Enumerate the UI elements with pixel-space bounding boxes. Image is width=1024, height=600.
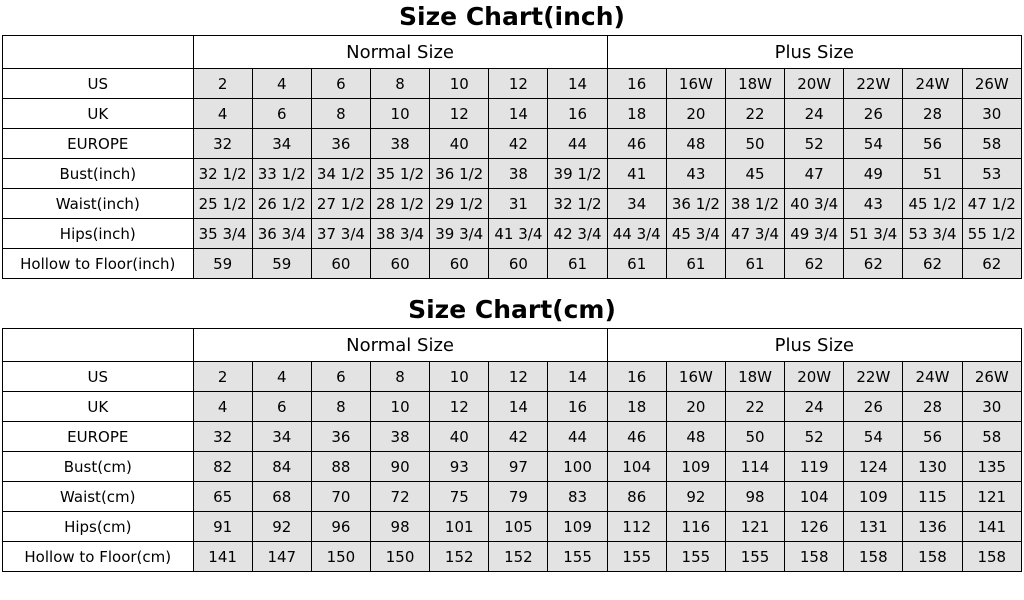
table-cell: 36 [311, 129, 370, 159]
table-cell: 62 [785, 249, 844, 279]
chart-title: Size Chart(inch) [399, 2, 625, 31]
table-cell: 60 [311, 249, 370, 279]
row-header: US [3, 362, 194, 392]
table-cell: 38 3/4 [371, 219, 430, 249]
table-cell: 24W [903, 69, 962, 99]
table-cell: 46 [607, 129, 666, 159]
table-cell: 158 [785, 542, 844, 572]
table-cell: 131 [844, 512, 903, 542]
table-cell: 20W [785, 69, 844, 99]
table-cell: 50 [725, 129, 784, 159]
row-header: EUROPE [3, 129, 194, 159]
table-cell: 52 [785, 422, 844, 452]
table-cell: 44 [548, 129, 607, 159]
table-cell: 155 [607, 542, 666, 572]
table-cell: 8 [371, 362, 430, 392]
table-cell: 115 [903, 482, 962, 512]
table-cell: 14 [489, 392, 548, 422]
table-cell: 38 [371, 129, 430, 159]
table-cell: 38 [371, 422, 430, 452]
table-cell: 43 [666, 159, 725, 189]
table-cell: 40 3/4 [785, 189, 844, 219]
table-cell: 16 [548, 99, 607, 129]
table-cell: 92 [666, 482, 725, 512]
table-cell: 121 [962, 482, 1021, 512]
table-cell: 47 [785, 159, 844, 189]
table-cell: 12 [430, 392, 489, 422]
table-cell: 59 [252, 249, 311, 279]
row-header: Hips(inch) [3, 219, 194, 249]
table-cell: 12 [489, 69, 548, 99]
table-cell: 49 3/4 [785, 219, 844, 249]
table-cell: 104 [785, 482, 844, 512]
table-cell: 38 [489, 159, 548, 189]
table-cell: 14 [548, 362, 607, 392]
table-cell: 44 3/4 [607, 219, 666, 249]
table-cell: 147 [252, 542, 311, 572]
table-cell: 61 [607, 249, 666, 279]
table-cell: 36 3/4 [252, 219, 311, 249]
table-cell: 109 [844, 482, 903, 512]
table-cell: 152 [430, 542, 489, 572]
table-cell: 6 [252, 99, 311, 129]
table-cell: 70 [311, 482, 370, 512]
table-cell: 116 [666, 512, 725, 542]
group-header-normal-size: Normal Size [193, 36, 607, 69]
table-row [3, 452, 1022, 482]
table-row [3, 392, 1022, 422]
table-cell: 12 [430, 99, 489, 129]
table-cell: 58 [962, 129, 1021, 159]
table-cell: 53 3/4 [903, 219, 962, 249]
table-row [3, 36, 1022, 69]
table-cell: 68 [252, 482, 311, 512]
table-cell: 158 [962, 542, 1021, 572]
table-corner-cell [3, 36, 194, 69]
table-cell: 27 1/2 [311, 189, 370, 219]
size-chart-block [0, 293, 1024, 572]
table-cell: 2 [193, 69, 252, 99]
table-cell: 2 [193, 362, 252, 392]
table-cell: 16W [666, 362, 725, 392]
table-cell: 88 [311, 452, 370, 482]
table-row [3, 362, 1022, 392]
row-header: Hollow to Floor(cm) [3, 542, 194, 572]
table-cell: 62 [903, 249, 962, 279]
table-cell: 141 [193, 542, 252, 572]
table-cell: 105 [489, 512, 548, 542]
table-cell: 158 [903, 542, 962, 572]
table-cell: 112 [607, 512, 666, 542]
table-cell: 24 [785, 392, 844, 422]
table-row [3, 69, 1022, 99]
chart-title: Size Chart(cm) [408, 295, 616, 324]
table-cell: 62 [962, 249, 1021, 279]
table-cell: 22 [725, 99, 784, 129]
table-cell: 56 [903, 422, 962, 452]
table-cell: 48 [666, 422, 725, 452]
table-cell: 90 [371, 452, 430, 482]
table-cell: 26W [962, 69, 1021, 99]
group-header-plus-size: Plus Size [607, 329, 1021, 362]
table-cell: 109 [548, 512, 607, 542]
table-cell: 33 1/2 [252, 159, 311, 189]
table-cell: 20 [666, 392, 725, 422]
row-header: Waist(cm) [3, 482, 194, 512]
table-cell: 53 [962, 159, 1021, 189]
table-cell: 32 1/2 [548, 189, 607, 219]
table-cell: 18 [607, 392, 666, 422]
table-cell: 54 [844, 422, 903, 452]
table-cell: 42 3/4 [548, 219, 607, 249]
table-cell: 6 [311, 362, 370, 392]
table-cell: 48 [666, 129, 725, 159]
table-cell: 97 [489, 452, 548, 482]
table-cell: 54 [844, 129, 903, 159]
table-cell: 45 1/2 [903, 189, 962, 219]
table-cell: 91 [193, 512, 252, 542]
row-header: Bust(cm) [3, 452, 194, 482]
size-table [2, 328, 1022, 572]
table-cell: 18 [607, 99, 666, 129]
table-row [3, 129, 1022, 159]
table-cell: 29 1/2 [430, 189, 489, 219]
table-cell: 28 [903, 392, 962, 422]
table-cell: 59 [193, 249, 252, 279]
table-cell: 16 [607, 362, 666, 392]
table-cell: 39 3/4 [430, 219, 489, 249]
table-cell: 41 3/4 [489, 219, 548, 249]
table-cell: 60 [430, 249, 489, 279]
table-cell: 6 [311, 69, 370, 99]
table-cell: 4 [252, 69, 311, 99]
table-cell: 35 3/4 [193, 219, 252, 249]
table-cell: 152 [489, 542, 548, 572]
table-row [3, 542, 1022, 572]
table-cell: 55 1/2 [962, 219, 1021, 249]
table-cell: 158 [844, 542, 903, 572]
table-cell: 32 [193, 129, 252, 159]
table-cell: 37 3/4 [311, 219, 370, 249]
table-cell: 150 [371, 542, 430, 572]
row-header: US [3, 69, 194, 99]
table-cell: 52 [785, 129, 844, 159]
table-cell: 124 [844, 452, 903, 482]
table-cell: 28 [903, 99, 962, 129]
table-cell: 36 1/2 [430, 159, 489, 189]
table-cell: 32 [193, 422, 252, 452]
table-cell: 34 [607, 189, 666, 219]
table-cell: 26W [962, 362, 1021, 392]
table-cell: 46 [607, 422, 666, 452]
table-cell: 31 [489, 189, 548, 219]
table-cell: 100 [548, 452, 607, 482]
table-cell: 49 [844, 159, 903, 189]
section-spacer [0, 279, 1024, 293]
table-cell: 155 [725, 542, 784, 572]
table-cell: 79 [489, 482, 548, 512]
table-cell: 43 [844, 189, 903, 219]
table-cell: 101 [430, 512, 489, 542]
group-header-plus-size: Plus Size [607, 36, 1021, 69]
table-cell: 20 [666, 99, 725, 129]
table-cell: 10 [371, 392, 430, 422]
table-cell: 109 [666, 452, 725, 482]
table-cell: 25 1/2 [193, 189, 252, 219]
size-table [2, 35, 1022, 279]
table-cell: 8 [371, 69, 430, 99]
table-cell: 30 [962, 392, 1021, 422]
row-header: Bust(inch) [3, 159, 194, 189]
table-row [3, 249, 1022, 279]
table-cell: 62 [844, 249, 903, 279]
table-cell: 98 [371, 512, 430, 542]
table-cell: 58 [962, 422, 1021, 452]
table-cell: 155 [666, 542, 725, 572]
table-cell: 40 [430, 422, 489, 452]
table-cell: 42 [489, 422, 548, 452]
table-cell: 8 [311, 99, 370, 129]
table-cell: 141 [962, 512, 1021, 542]
table-cell: 126 [785, 512, 844, 542]
table-cell: 36 [311, 422, 370, 452]
table-row [3, 189, 1022, 219]
table-cell: 39 1/2 [548, 159, 607, 189]
table-cell: 24W [903, 362, 962, 392]
table-row [3, 159, 1022, 189]
table-cell: 8 [311, 392, 370, 422]
table-cell: 16W [666, 69, 725, 99]
table-corner-cell [3, 329, 194, 362]
table-cell: 121 [725, 512, 784, 542]
table-cell: 65 [193, 482, 252, 512]
table-cell: 22W [844, 362, 903, 392]
table-cell: 36 1/2 [666, 189, 725, 219]
table-cell: 60 [371, 249, 430, 279]
table-cell: 98 [725, 482, 784, 512]
row-header: EUROPE [3, 422, 194, 452]
table-cell: 56 [903, 129, 962, 159]
table-cell: 14 [489, 99, 548, 129]
table-cell: 96 [311, 512, 370, 542]
table-cell: 92 [252, 512, 311, 542]
table-cell: 4 [193, 392, 252, 422]
table-cell: 84 [252, 452, 311, 482]
table-cell: 135 [962, 452, 1021, 482]
table-cell: 150 [311, 542, 370, 572]
table-cell: 12 [489, 362, 548, 392]
table-cell: 4 [193, 99, 252, 129]
row-header: UK [3, 392, 194, 422]
table-cell: 75 [430, 482, 489, 512]
table-cell: 86 [607, 482, 666, 512]
table-cell: 30 [962, 99, 1021, 129]
table-cell: 24 [785, 99, 844, 129]
table-row [3, 482, 1022, 512]
table-cell: 38 1/2 [725, 189, 784, 219]
table-cell: 34 [252, 129, 311, 159]
table-cell: 34 1/2 [311, 159, 370, 189]
table-cell: 119 [785, 452, 844, 482]
table-cell: 114 [725, 452, 784, 482]
table-cell: 40 [430, 129, 489, 159]
table-cell: 45 [725, 159, 784, 189]
size-chart-block [0, 0, 1024, 279]
table-cell: 32 1/2 [193, 159, 252, 189]
table-cell: 93 [430, 452, 489, 482]
table-cell: 104 [607, 452, 666, 482]
table-cell: 130 [903, 452, 962, 482]
table-cell: 18W [725, 362, 784, 392]
table-row [3, 219, 1022, 249]
table-cell: 47 1/2 [962, 189, 1021, 219]
table-cell: 61 [548, 249, 607, 279]
row-header: Hips(cm) [3, 512, 194, 542]
table-cell: 72 [371, 482, 430, 512]
table-cell: 50 [725, 422, 784, 452]
row-header: UK [3, 99, 194, 129]
table-cell: 83 [548, 482, 607, 512]
table-cell: 61 [666, 249, 725, 279]
table-cell: 34 [252, 422, 311, 452]
table-row [3, 512, 1022, 542]
table-cell: 61 [725, 249, 784, 279]
table-row [3, 329, 1022, 362]
table-cell: 22W [844, 69, 903, 99]
row-header: Waist(inch) [3, 189, 194, 219]
table-cell: 26 [844, 392, 903, 422]
table-cell: 20W [785, 362, 844, 392]
table-cell: 10 [430, 362, 489, 392]
table-cell: 10 [430, 69, 489, 99]
table-cell: 41 [607, 159, 666, 189]
table-cell: 16 [548, 392, 607, 422]
table-cell: 35 1/2 [371, 159, 430, 189]
table-cell: 45 3/4 [666, 219, 725, 249]
table-cell: 42 [489, 129, 548, 159]
table-row [3, 99, 1022, 129]
table-cell: 51 3/4 [844, 219, 903, 249]
table-cell: 136 [903, 512, 962, 542]
table-cell: 10 [371, 99, 430, 129]
table-cell: 28 1/2 [371, 189, 430, 219]
table-cell: 26 1/2 [252, 189, 311, 219]
table-cell: 4 [252, 362, 311, 392]
table-cell: 18W [725, 69, 784, 99]
table-cell: 44 [548, 422, 607, 452]
table-cell: 22 [725, 392, 784, 422]
table-cell: 47 3/4 [725, 219, 784, 249]
row-header: Hollow to Floor(inch) [3, 249, 194, 279]
table-cell: 6 [252, 392, 311, 422]
table-cell: 14 [548, 69, 607, 99]
table-cell: 82 [193, 452, 252, 482]
table-row [3, 422, 1022, 452]
group-header-normal-size: Normal Size [193, 329, 607, 362]
table-cell: 155 [548, 542, 607, 572]
table-cell: 16 [607, 69, 666, 99]
table-cell: 60 [489, 249, 548, 279]
table-cell: 51 [903, 159, 962, 189]
table-cell: 26 [844, 99, 903, 129]
